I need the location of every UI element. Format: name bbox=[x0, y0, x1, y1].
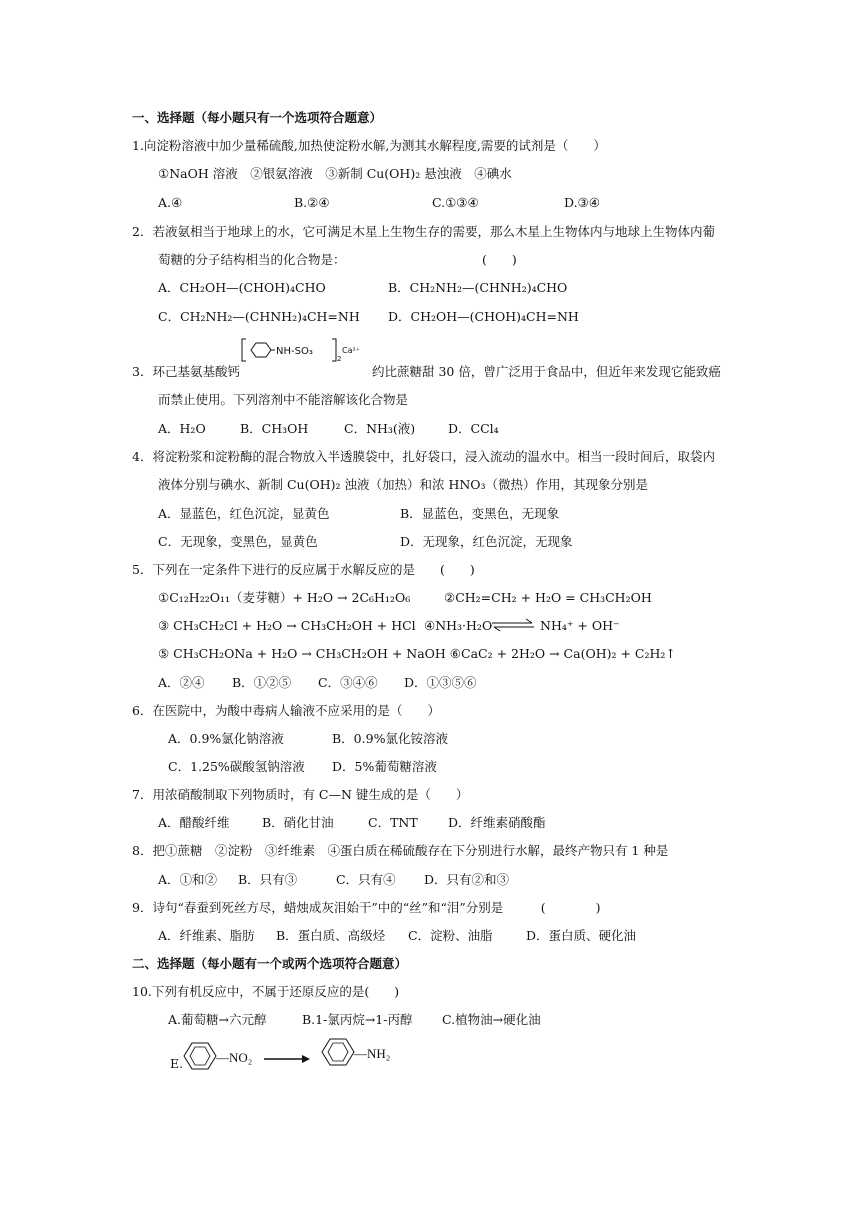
question-2-stem-line2: 萄糖的分子结构相当的化合物是： bbox=[158, 252, 346, 267]
question-8-option-c: C．只有④ bbox=[336, 872, 396, 887]
question-9-option-b: B．蛋白质、高级烃 bbox=[276, 928, 386, 943]
question-10-option-a: A.葡萄糖→六元醇 bbox=[168, 1012, 267, 1027]
question-2-option-c: C．CH₂NH₂—(CHNH₂)₄CH=NH bbox=[158, 309, 360, 324]
question-8-option-d: D．只有②和③ bbox=[424, 872, 510, 887]
question-5-reaction-4-right: NH₄⁺ + OH⁻ bbox=[540, 618, 620, 633]
question-3-stem-a: 3．环己基氨基酸钙 bbox=[132, 364, 240, 379]
question-2-option-d: D．CH₂OH—(CHOH)₄CH=NH bbox=[388, 309, 579, 324]
question-5-stem: 5．下列在一定条件下进行的反应属于水解反应的是 ( ) bbox=[132, 562, 475, 577]
nitrobenzene-to-aniline-reaction bbox=[180, 1036, 420, 1076]
svg-text:2: 2 bbox=[337, 355, 342, 363]
question-2-option-a: A．CH₂OH—(CHOH)₄CHO bbox=[158, 280, 326, 295]
question-9-option-d: D．蛋白质、硬化油 bbox=[526, 928, 637, 943]
question-5-reaction-3: ③ CH₃CH₂Cl + H₂O → CH₃CH₂OH + HCl bbox=[158, 618, 416, 633]
question-4-option-d: D．无现象，红色沉淀，无现象 bbox=[400, 534, 573, 549]
question-6-option-c: C．1.25%碳酸氢钠溶液 bbox=[168, 759, 305, 774]
section-title-2: 二、选择题（每小题有一个或两个选项符合题意） bbox=[132, 956, 408, 971]
question-4-stem-line2: 液体分别与碘水、新制 Cu(OH)₂ 浊液（加热）和浓 HNO₃（微热）作用，其现象分别是 bbox=[158, 477, 649, 492]
question-10-stem: 10.下列有机反应中，不属于还原反应的是( ) bbox=[132, 984, 400, 999]
structure-ion: Ca²⁺ bbox=[342, 346, 360, 355]
question-7-option-c: C．TNT bbox=[368, 815, 418, 830]
question-2-paren: ( ) bbox=[482, 252, 517, 267]
question-8-stem: 8．把①蔗糖 ②淀粉 ③纤维素 ④蛋白质在稀硫酸存在下分别进行水解，最终产物只有 1 种是 bbox=[132, 843, 669, 858]
question-8-option-b: B．只有③ bbox=[238, 872, 298, 887]
question-5-option-d: D．①③⑤⑥ bbox=[404, 675, 477, 690]
question-5-option-b: B．①②⑤ bbox=[232, 675, 292, 690]
question-5-reaction-1: ①C₁₂H₂₂O₁₁（麦芽糖）+ H₂O → 2C₆H₁₂O₆ bbox=[158, 590, 411, 605]
question-1-option-d: D.③④ bbox=[564, 195, 600, 210]
question-3-stem-line2: 而禁止使用。下列溶剂中不能溶解该化合物是 bbox=[158, 392, 409, 407]
question-7-option-a: A．醋酸纤维 bbox=[158, 815, 230, 830]
question-5-reaction-2: ②CH₂=CH₂ + H₂O = CH₃CH₂OH bbox=[444, 590, 652, 605]
question-2-stem-line1: 2．若液氨相当于地球上的水，它可满足木星上生物生存的需要，那么木星上生物体内与地球上生物体内葡 bbox=[132, 224, 715, 239]
question-7-option-d: D．纤维素硝酸酯 bbox=[448, 815, 546, 830]
question-4-option-c: C．无现象，变黑色，显黄色 bbox=[158, 534, 318, 549]
question-9-option-a: A．纤维素、脂肪 bbox=[158, 928, 255, 943]
question-6-option-b: B．0.9%氯化铵溶液 bbox=[332, 731, 448, 746]
question-6-option-a: A．0.9%氯化钠溶液 bbox=[168, 731, 284, 746]
question-5-reaction-4-left: ④NH₃·H₂O bbox=[424, 618, 493, 633]
question-1-reagents: ①NaOH 溶液 ②银氨溶液 ③新制 Cu(OH)₂ 悬浊液 ④碘水 bbox=[158, 166, 512, 181]
question-4-option-b: B．显蓝色，变黑色，无现象 bbox=[400, 506, 560, 521]
question-3-option-a: A．H₂O bbox=[158, 421, 206, 436]
reaction-arrow-icon bbox=[264, 1055, 310, 1063]
section-title-1: 一、选择题（每小题只有一个选项符合题意） bbox=[132, 110, 383, 125]
question-4-stem-line1: 4．将淀粉浆和淀粉酶的混合物放入半透膜袋中，扎好袋口，浸入流动的温水中。相当一段时间后，取袋内 bbox=[132, 449, 715, 464]
question-3-option-d: D．CCl₄ bbox=[448, 421, 499, 436]
question-5-reaction-5-6: ⑤ CH₃CH₂ONa + H₂O → CH₃CH₂OH + NaOH ⑥CaC₂ + 2H₂O → Ca(OH)₂ + C₂H₂↑ bbox=[158, 646, 676, 661]
question-6-option-d: D．5%葡萄糖溶液 bbox=[332, 759, 437, 774]
question-9-stem: 9．诗句“春蚕到死丝方尽，蜡烛成灰泪始干”中的“丝”和“泪”分别是 ( ) bbox=[132, 900, 601, 915]
question-6-stem: 6．在医院中，为酸中毒病人输液不应采用的是（ ） bbox=[132, 703, 440, 718]
aniline-ring-icon bbox=[322, 1039, 354, 1065]
question-3-stem-b: 约比蔗糖甜 30 倍，曾广泛用于食品中，但近年来发现它能致癌 bbox=[372, 364, 721, 379]
nitro-group: —NO₂ bbox=[216, 1050, 253, 1065]
question-10-option-b: B.1-氯丙烷→1-丙醇 bbox=[302, 1012, 413, 1027]
nitrobenzene-ring-icon bbox=[184, 1043, 216, 1069]
question-1-option-b: B.②④ bbox=[294, 195, 330, 210]
cyclohexylsulfamate-structure bbox=[240, 337, 360, 363]
structure-label: NH-SO₃ bbox=[276, 346, 313, 357]
question-10-option-c: C.植物油→硬化油 bbox=[442, 1012, 541, 1027]
question-7-option-b: B．硝化甘油 bbox=[262, 815, 334, 830]
question-3-option-b: B．CH₃OH bbox=[240, 421, 309, 436]
question-5-option-a: A．②④ bbox=[158, 675, 205, 690]
amino-group: —NH₂ bbox=[354, 1046, 391, 1061]
question-7-stem: 7．用浓硝酸制取下列物质时，有 C—N 键生成的是（ ） bbox=[132, 787, 469, 802]
question-5-option-c: C．③④⑥ bbox=[318, 675, 378, 690]
equilibrium-arrow-icon bbox=[490, 617, 536, 633]
question-1-option-c: C.①③④ bbox=[432, 195, 479, 210]
question-4-option-a: A．显蓝色，红色沉淀，显黄色 bbox=[158, 506, 330, 521]
question-9-option-c: C．淀粉、油脂 bbox=[408, 928, 493, 943]
question-3-option-c: C．NH₃(液) bbox=[344, 421, 416, 436]
question-8-option-a: A．①和② bbox=[158, 872, 218, 887]
question-1-stem: 1.向淀粉溶液中加少量稀硫酸,加热使淀粉水解,为测其水解程度,需要的试剂是（ ） bbox=[132, 138, 606, 153]
question-10-option-e-label: E. bbox=[170, 1056, 184, 1071]
question-2-option-b: B．CH₂NH₂—(CHNH₂)₄CHO bbox=[388, 280, 568, 295]
question-1-option-a: A.④ bbox=[158, 195, 183, 210]
